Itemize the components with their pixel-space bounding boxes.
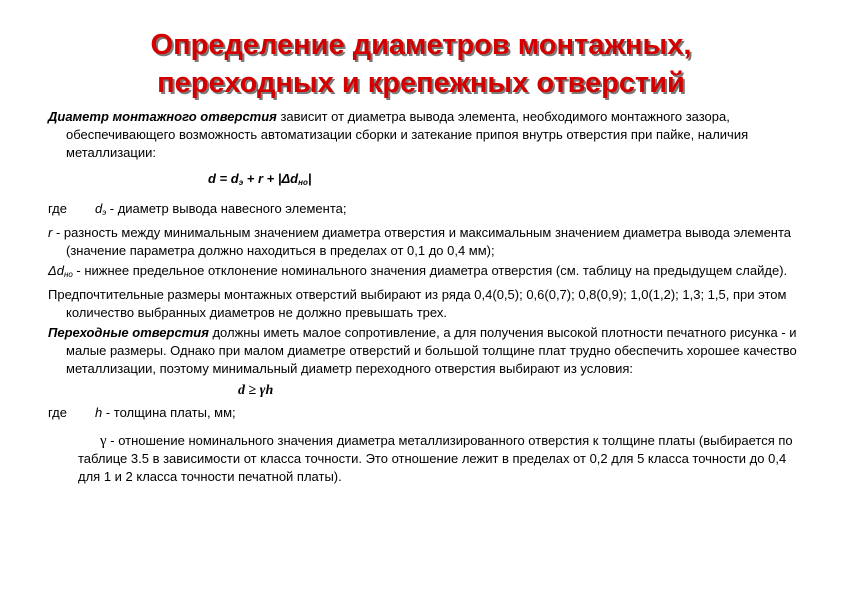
definition-text: - диаметр вывода навесного элемента;	[106, 201, 347, 216]
formula-part: + r + |Δd	[243, 171, 299, 186]
title-line-1: Определение диаметров монтажных,	[150, 29, 692, 61]
term-via-holes: Переходные отверстия	[48, 325, 209, 340]
term-mount-hole: Диаметр монтажного отверстия	[48, 109, 277, 124]
definition-dno	[48, 262, 798, 284]
page-title	[40, 26, 802, 102]
symbol: d	[94, 201, 103, 216]
definition-text: - толщина платы, мм;	[102, 405, 236, 420]
definition-h	[48, 404, 798, 422]
definition-text: - разность между минимальным значением диаметра отверстия и максимальным значением диаметра вывода элемента (значение параметра должно находиться в пределах от 0,1 до 0,4 мм);	[52, 225, 792, 258]
symbol-gamma: γ	[100, 433, 107, 449]
definition-r	[48, 224, 798, 260]
symbol: r	[48, 225, 53, 240]
paragraph-preferred-sizes: Предпочтительные размеры монтажных отверстий выбирают из ряда 0,4(0,5); 0,6(0,7); 0,8(0,9); 1,0(1,2); 1,3; 1,5, при этом количество выбранных диаметров не должно превышать трех.	[48, 287, 787, 320]
paragraph-via-holes	[48, 324, 798, 378]
formula-subscript: но	[298, 178, 308, 187]
formula-part: |	[307, 171, 312, 186]
formula-via-diameter: d ≥ γh	[238, 383, 274, 398]
definition-text: - нижнее предельное отклонение номинального значения диаметра отверстия (см. таблицу на предыдущем слайде).	[72, 263, 788, 278]
title-line-2: переходных и крепежных отверстий	[157, 67, 685, 99]
definition-de	[48, 200, 798, 222]
paragraph-text: должны иметь малое сопротивление, а для получения высокой плотности печатного рисунка - и малые размеры. Однако при малом диаметре отверстий и большой толщине плат трудно обеспечить хорошее качество металлизации, поэтому минимальный диаметр переходного отверстия выбирают из условия:	[66, 325, 797, 376]
symbol: h	[94, 405, 103, 420]
where-label: где	[48, 201, 67, 216]
symbol: Δd	[48, 263, 64, 278]
formula-subscript: э	[238, 178, 244, 187]
definition-text: - отношение номинального значения диаметра металлизированного отверстия к толщине платы (выбирается по таблице 3.5 в зависимости от класса точности. Это отношение лежит в пределах от 0,2 для 5 класса точности до 0,4 для 1 и 2 класса точности печатной платы).	[78, 433, 793, 484]
definition-gamma	[48, 432, 798, 486]
paragraph-mount-hole	[48, 108, 798, 162]
slide-body	[48, 108, 798, 488]
symbol-subscript: э	[102, 208, 107, 217]
formula-part: d = d	[208, 171, 239, 186]
formula-mount-diameter	[48, 170, 798, 192]
paragraph-text: зависит от диаметра вывода элемента, необходимого монтажного зазора, обеспечивающего возможность автоматизации сборки и затекание припоя внутрь отверстия при пайке, наличия металлизации:	[66, 109, 749, 160]
symbol-subscript: но	[63, 270, 73, 279]
where-label: где	[48, 405, 67, 420]
